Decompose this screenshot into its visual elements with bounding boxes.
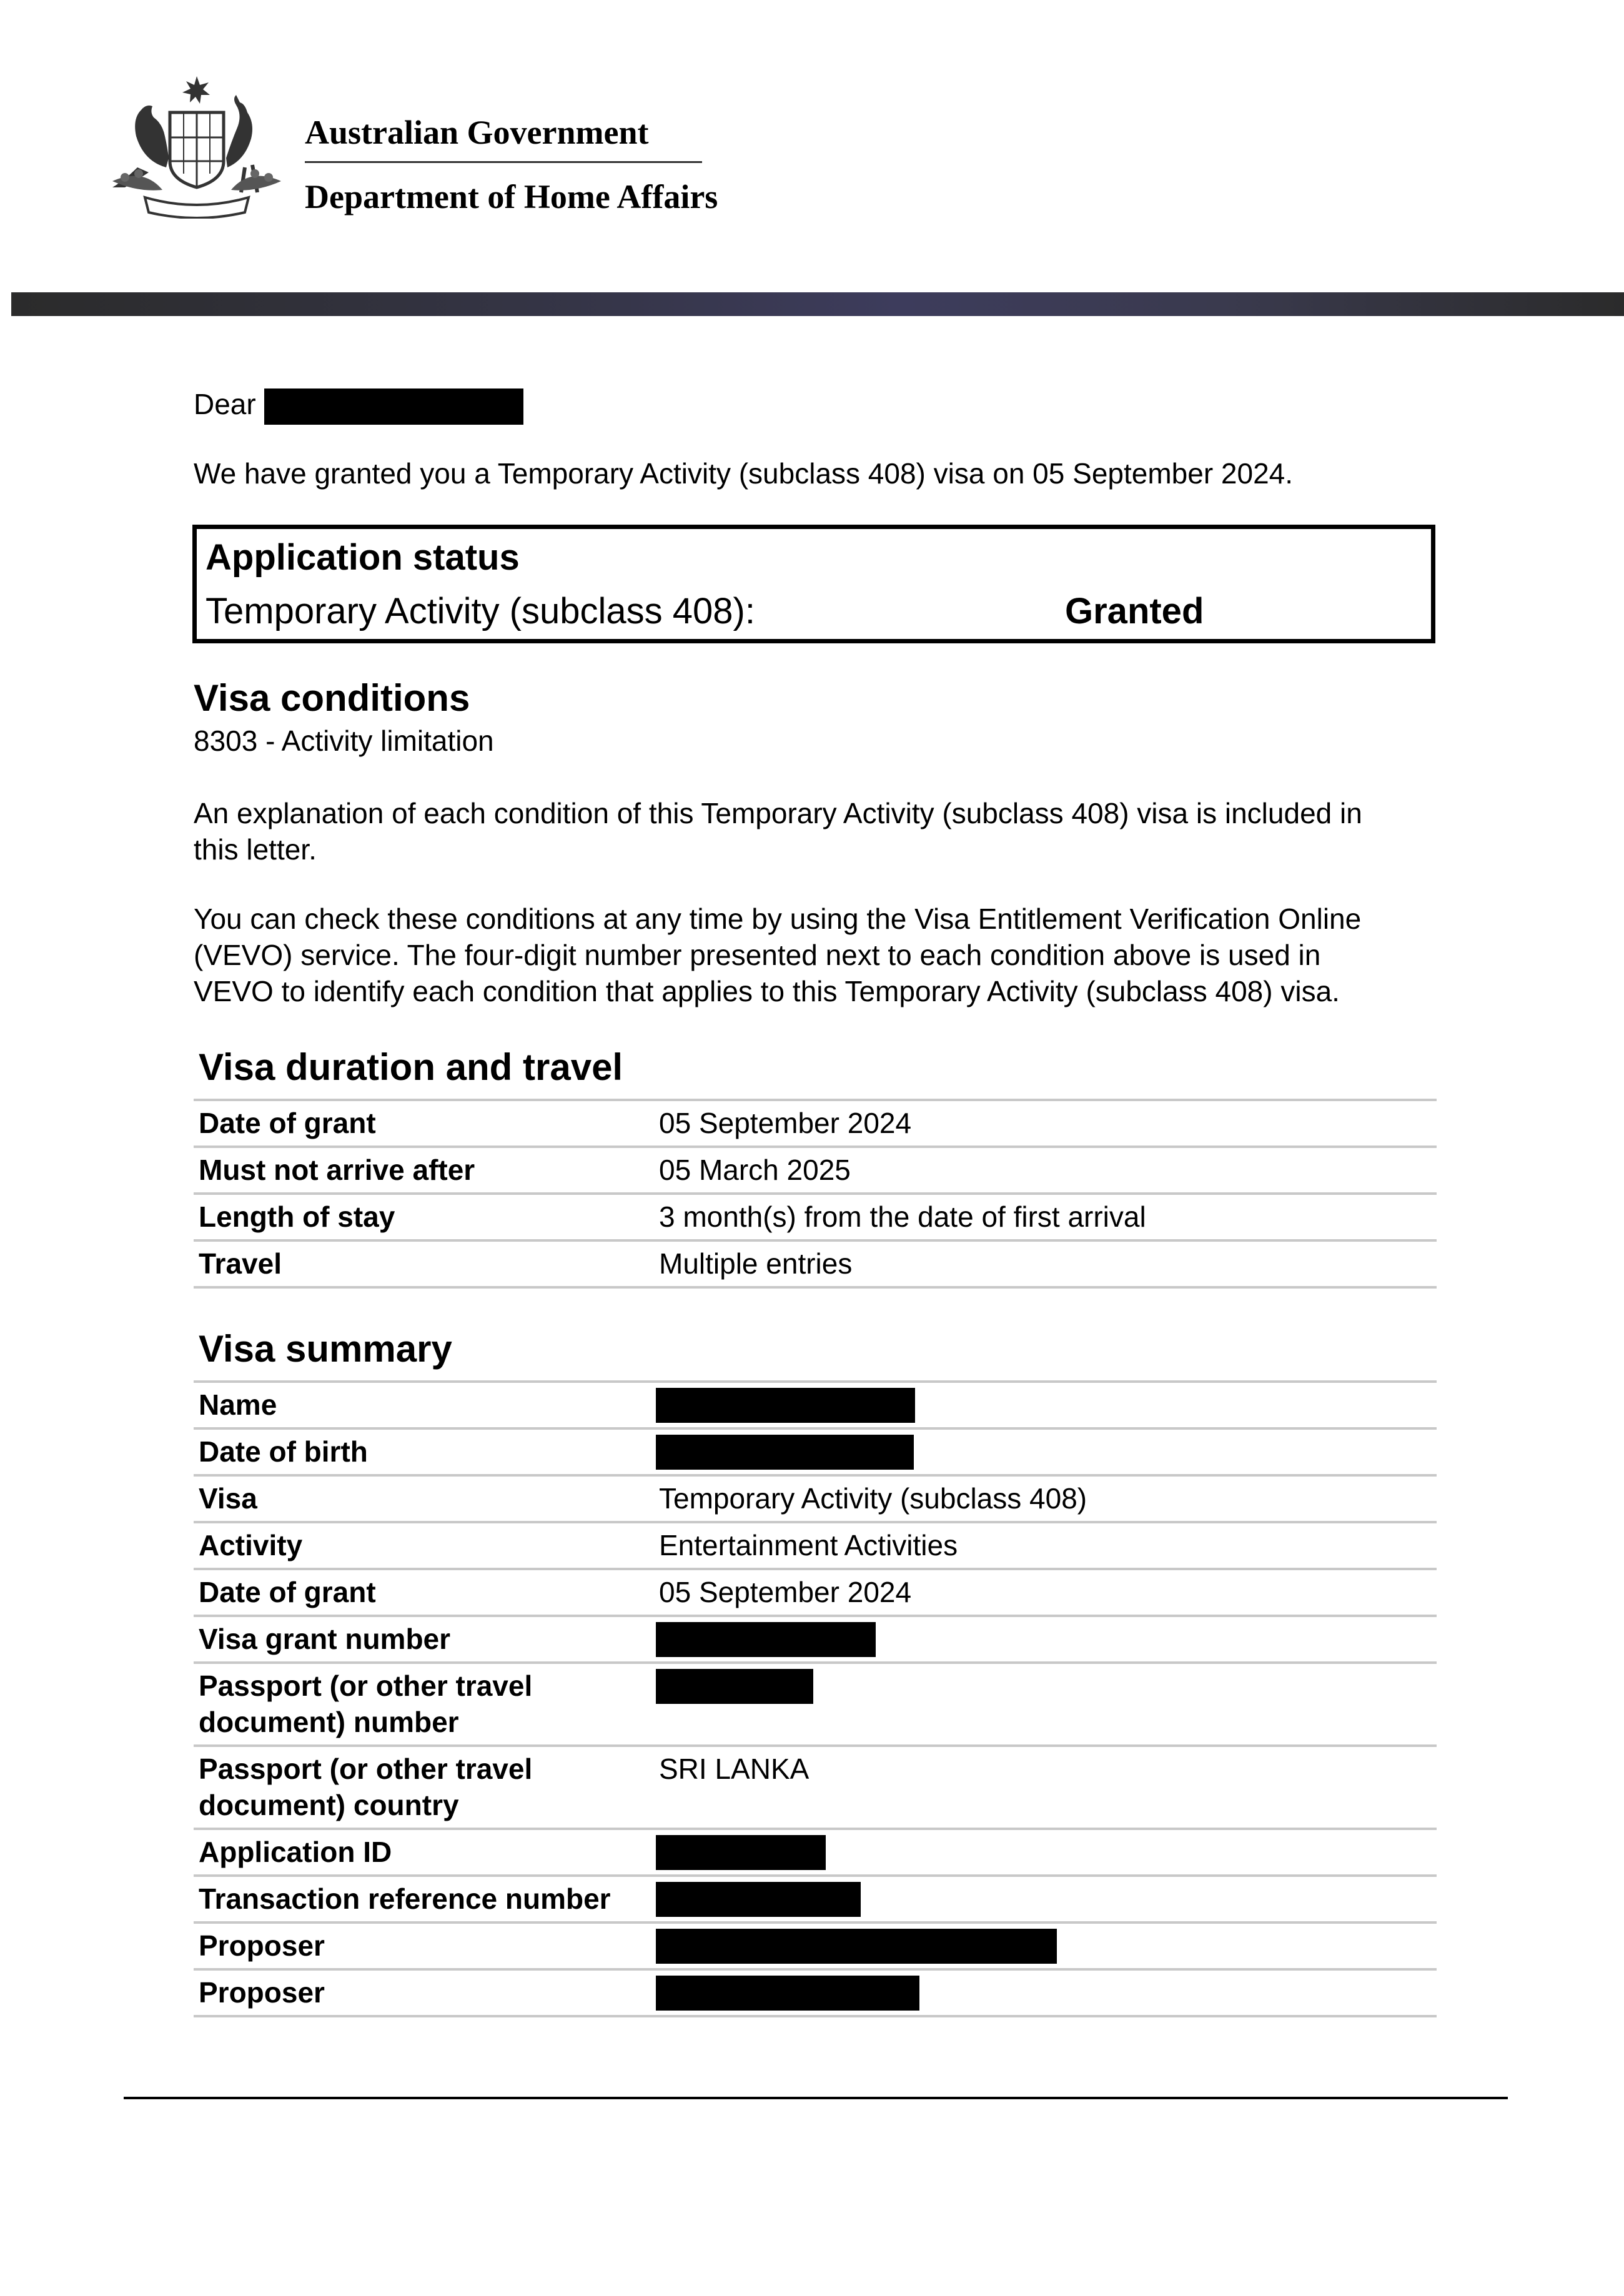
table-row: Transaction reference number [194, 1877, 1437, 1924]
redacted-value [656, 1622, 876, 1657]
department-name: Department of Home Affairs [305, 178, 718, 215]
visa-duration-heading: Visa duration and travel [199, 1046, 623, 1088]
redacted-recipient-name [264, 388, 523, 425]
table-row: Name [194, 1383, 1437, 1430]
visa-summary-table [194, 1380, 1437, 2017]
redacted-value [656, 1929, 1057, 1964]
redacted-value [656, 1835, 826, 1870]
header-divider [305, 161, 702, 163]
table-row: Passport (or other travel document) country SRI LANKA [194, 1747, 1437, 1830]
government-name: Australian Government [305, 114, 649, 151]
vevo-explanation: You can check these conditions at any time by using the Visa Entitlement Verification Online (VEVO) service. The four-digit number presented next to each condition above is used in VEVO to identify each condition that applies to this Temporary Activity (subclass 408) visa. [194, 903, 1362, 1007]
table-row: Length of stay 3 month(s) from the date of first arrival [194, 1195, 1437, 1242]
table-row: Proposer [194, 1971, 1437, 2017]
table-row: Must not arrive after 05 March 2025 [194, 1148, 1437, 1195]
table-row: Date of grant 05 September 2024 [194, 1570, 1437, 1617]
table-row: Date of grant 05 September 2024 [194, 1101, 1437, 1148]
condition-item: 8303 - Activity limitation [194, 725, 494, 757]
table-row: Travel Multiple entries [194, 1242, 1437, 1289]
conditions-explanation: An explanation of each condition of this Temporary Activity (subclass 408) visa is included in this letter. [194, 797, 1362, 866]
table-row: Date of birth [194, 1430, 1437, 1477]
table-row: Visa Temporary Activity (subclass 408) [194, 1477, 1437, 1523]
redacted-value [656, 1882, 861, 1917]
redacted-value [656, 1669, 813, 1704]
table-row: Proposer [194, 1924, 1437, 1971]
salutation: Dear [194, 388, 256, 420]
coat-of-arms-icon [100, 74, 294, 219]
table-row: Visa grant number [194, 1617, 1437, 1664]
application-status-box [192, 525, 1435, 643]
header-band [11, 292, 1624, 316]
visa-duration-table [194, 1099, 1437, 1289]
table-row: Application ID [194, 1830, 1437, 1877]
grant-intro: We have granted you a Temporary Activity (subclass 408) visa on 05 September 2024. [194, 457, 1294, 490]
status-visa-label: Temporary Activity (subclass 408): [205, 591, 755, 631]
status-value: Granted [1065, 591, 1204, 631]
table-row: Activity Entertainment Activities [194, 1523, 1437, 1570]
redacted-value [656, 1435, 914, 1470]
redacted-value [656, 1388, 915, 1423]
redacted-value [656, 1976, 919, 2011]
status-title: Application status [205, 537, 520, 578]
table-row: Passport (or other travel document) number [194, 1664, 1437, 1747]
visa-summary-heading: Visa summary [199, 1328, 452, 1370]
footer-divider [124, 2097, 1508, 2099]
visa-conditions-heading: Visa conditions [194, 677, 470, 719]
